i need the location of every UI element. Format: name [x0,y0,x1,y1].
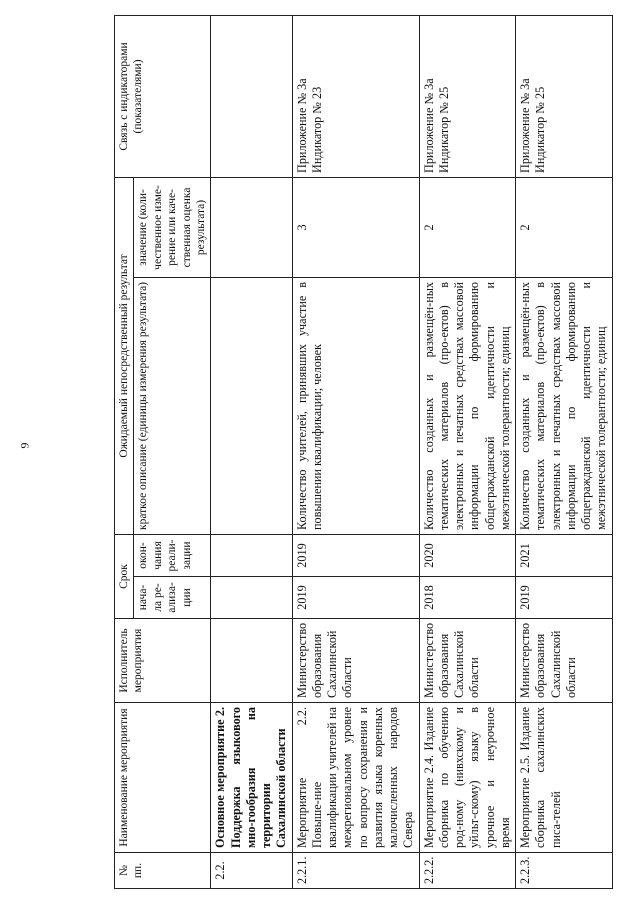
row-value: 2 [516,177,613,277]
row-start: 2019 [516,577,613,619]
row-executor: Министерство образования Сахалинской области [292,619,419,703]
table-row [419,15,516,888]
row-link: Приложение № 3а Индикатор № 25 [419,15,516,177]
table-row [292,15,419,888]
row-link: Приложение № 3а Индикатор № 25 [516,15,613,177]
row-desc: Количество учителей, принявших участие в повышении квалификации; человек [292,277,419,534]
col-executor: Исполнитель мероприятия [115,619,211,703]
row-num: 2.2.3. [516,853,613,889]
row-value [211,177,292,277]
row-executor: Министерство образования Сахалинской области [516,619,613,703]
row-desc: Количество созданных и размещён-ных тематических материалов (про-ектов) в электронных и печатных средствах массовой информации по формированию общегражданской идентичности и межэтнической толерантности; единиц [419,277,516,534]
row-name: Мероприятие 2.4. Издание сборника по обучению род-ному (нивхскому и уйльт-скому) языку в урочное и неурочное время [419,703,516,853]
row-end: 2021 [516,534,613,576]
page-number: 9 [17,442,32,449]
col-num: № пп. [115,853,211,889]
row-name: Мероприятие 2.2. Повыше-ние квалификации учителей на межрегиональном уровне по вопросу сохранения и развития языка коренных малочисленных народов Севера [292,703,419,853]
row-value: 3 [292,177,419,277]
col-term-end: окон-чания реали-зации [134,534,211,576]
table-row [211,15,292,888]
row-num: 2.2.1. [292,853,419,889]
row-link [211,15,292,177]
col-link: Связь с индикаторами (показателями) [115,15,211,177]
row-end: 2020 [419,534,516,576]
row-name: Мероприятие 2.5. Издание сборника сахалинских писа-телей [516,703,613,853]
header-row [115,15,134,888]
row-desc [211,277,292,534]
row-executor [211,619,292,703]
col-name: Наименование мероприятия [115,703,211,853]
row-name-bold: Основное мероприятие 2. [213,707,228,848]
col-term: Срок [115,534,134,618]
col-result-desc: краткое описание (единицы измерения результата) [134,277,211,534]
row-link: Приложение № 3а Индикатор № 23 [292,15,419,177]
rotated-page [100,0,620,905]
activities-table [114,15,613,889]
row-value: 2 [419,177,516,277]
row-end [211,534,292,576]
col-result: Ожидаемый непосредственный результат [115,177,134,534]
row-start: 2018 [419,577,516,619]
col-result-value: значение (коли-чественное изме-рение или каче-ственная оценка результата) [134,177,211,277]
row-end: 2019 [292,534,419,576]
row-start [211,577,292,619]
row-num: 2.2. [211,853,292,889]
row-num: 2.2.2. [419,853,516,889]
row-name [211,703,292,853]
row-start: 2019 [292,577,419,619]
row-desc: Количество созданных и размещён-ных тематических материалов (про-ектов) в электронных и печатных средствах массовой информации по формированию общегражданской идентичности и межэтнической толерантности; единиц [516,277,613,534]
row-executor: Министерство образования Сахалинской области [419,619,516,703]
table-row [516,15,613,888]
row-name-text: Поддержка языкового мно-гообразия на территории Сахалинской области [228,707,289,848]
col-term-start: нача-ла ре-ализа-ции [134,577,211,619]
